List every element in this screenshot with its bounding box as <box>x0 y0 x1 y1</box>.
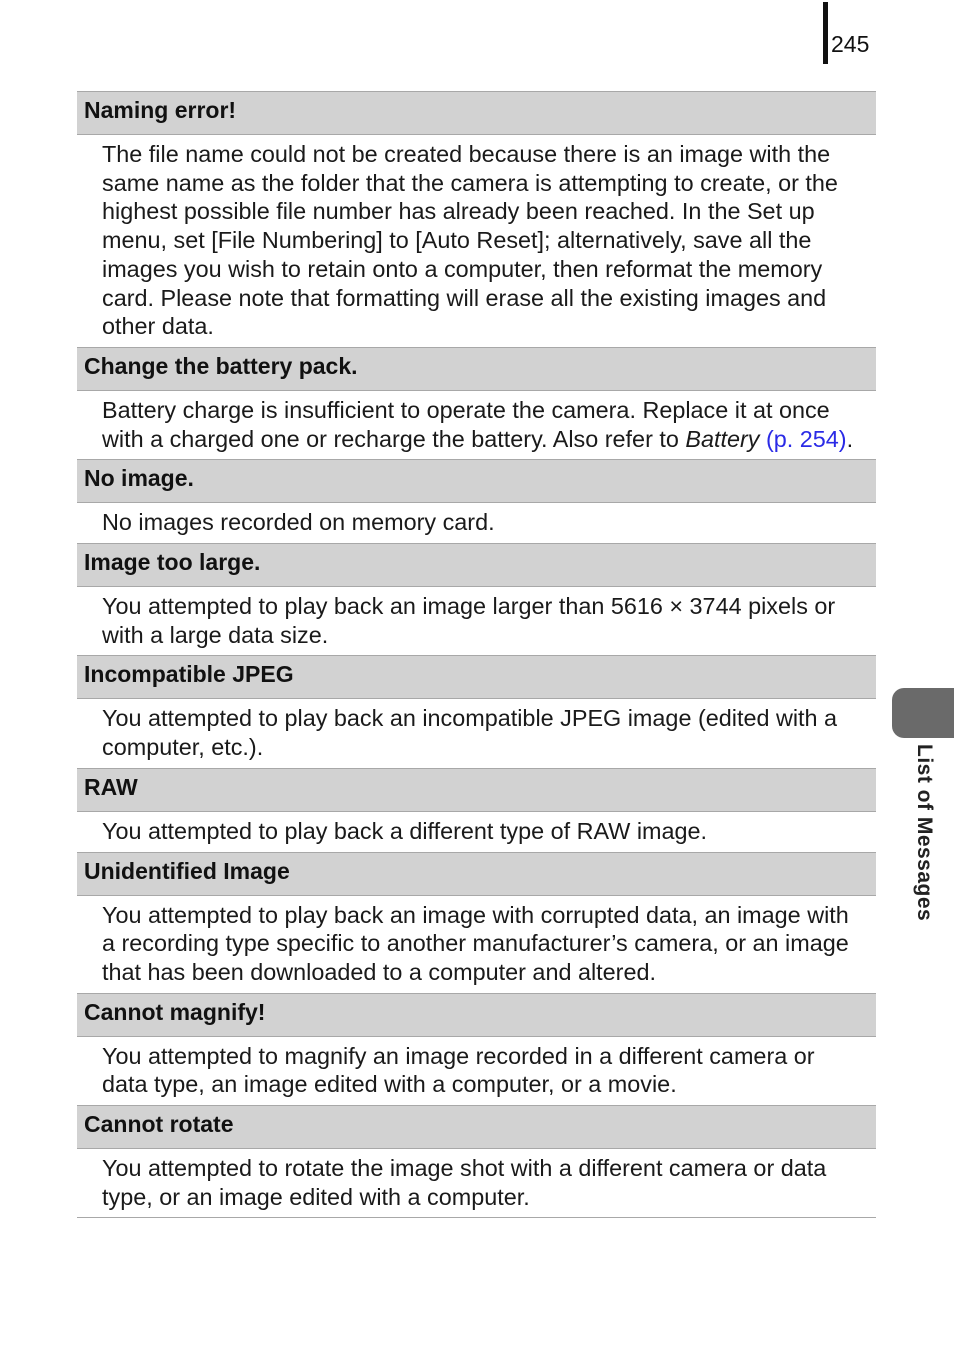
message-description: You attempted to rotate the image shot with a different camera or data type, or an image edited with a computer. <box>102 1155 827 1210</box>
chapter-tab-label: List of Messages <box>913 744 936 922</box>
message-title: Cannot magnify! <box>77 993 876 1037</box>
message-change-battery <box>77 347 876 459</box>
message-cannot-magnify <box>77 993 876 1105</box>
message-title: RAW <box>77 768 876 812</box>
message-table <box>77 91 876 1218</box>
message-cannot-rotate <box>77 1105 876 1218</box>
message-description: You attempted to magnify an image recorded in a different camera or data type, an image edited with a computer, or a movie. <box>102 1042 815 1098</box>
sentence-end: . <box>846 425 854 452</box>
message-description: You attempted to play back an incompatible JPEG image (edited with a computer, etc.). <box>102 705 838 761</box>
message-image-too-large <box>77 543 876 655</box>
message-title: No image. <box>77 459 876 503</box>
chapter-tab <box>892 688 954 738</box>
message-title: Unidentified Image <box>77 852 876 896</box>
message-description: You attempted to play back an image larger than 5616 × 3744 pixels or with a large data size. <box>102 593 836 648</box>
battery-reference: Battery <box>685 425 760 452</box>
page-254-link[interactable]: (p. 254) <box>765 425 847 452</box>
message-raw <box>77 768 876 852</box>
message-no-image <box>77 459 876 543</box>
message-unidentified-image <box>77 852 876 993</box>
message-title: Cannot rotate <box>77 1105 876 1149</box>
message-title: Naming error! <box>77 91 876 135</box>
message-incompatible-jpeg <box>77 655 876 767</box>
message-title: Image too large. <box>77 543 876 587</box>
message-title: Incompatible JPEG <box>77 655 876 699</box>
page-number: 245 <box>831 31 870 57</box>
message-description: You attempted to play back a different type of RAW image. <box>102 817 708 844</box>
message-description: The file name could not be created because there is an image with the same name as the folder that the camera is attempting to create, or the highest possible file number has already been reached. In the Set up menu, set [File Numbering] to [Auto Reset]; alternatively, save all the images you wish to retain onto a computer, then reformat the memory card. Please note that formatting will erase all the existing images and other data. <box>102 141 838 340</box>
message-description <box>77 391 876 459</box>
message-title: Change the battery pack. <box>77 347 876 391</box>
message-description-text: Battery charge is insufficient to operate the camera. Replace it at once with a charged one or recharge the battery. Also refer to <box>102 396 830 452</box>
message-naming-error <box>77 91 876 347</box>
page-marker-bar <box>823 2 828 64</box>
message-description: No images recorded on memory card. <box>102 509 495 536</box>
message-description: You attempted to play back an image with corrupted data, an image with a recording type specific to another manufacturer’s camera, or an image that has been downloaded to a computer and altered. <box>102 901 849 985</box>
